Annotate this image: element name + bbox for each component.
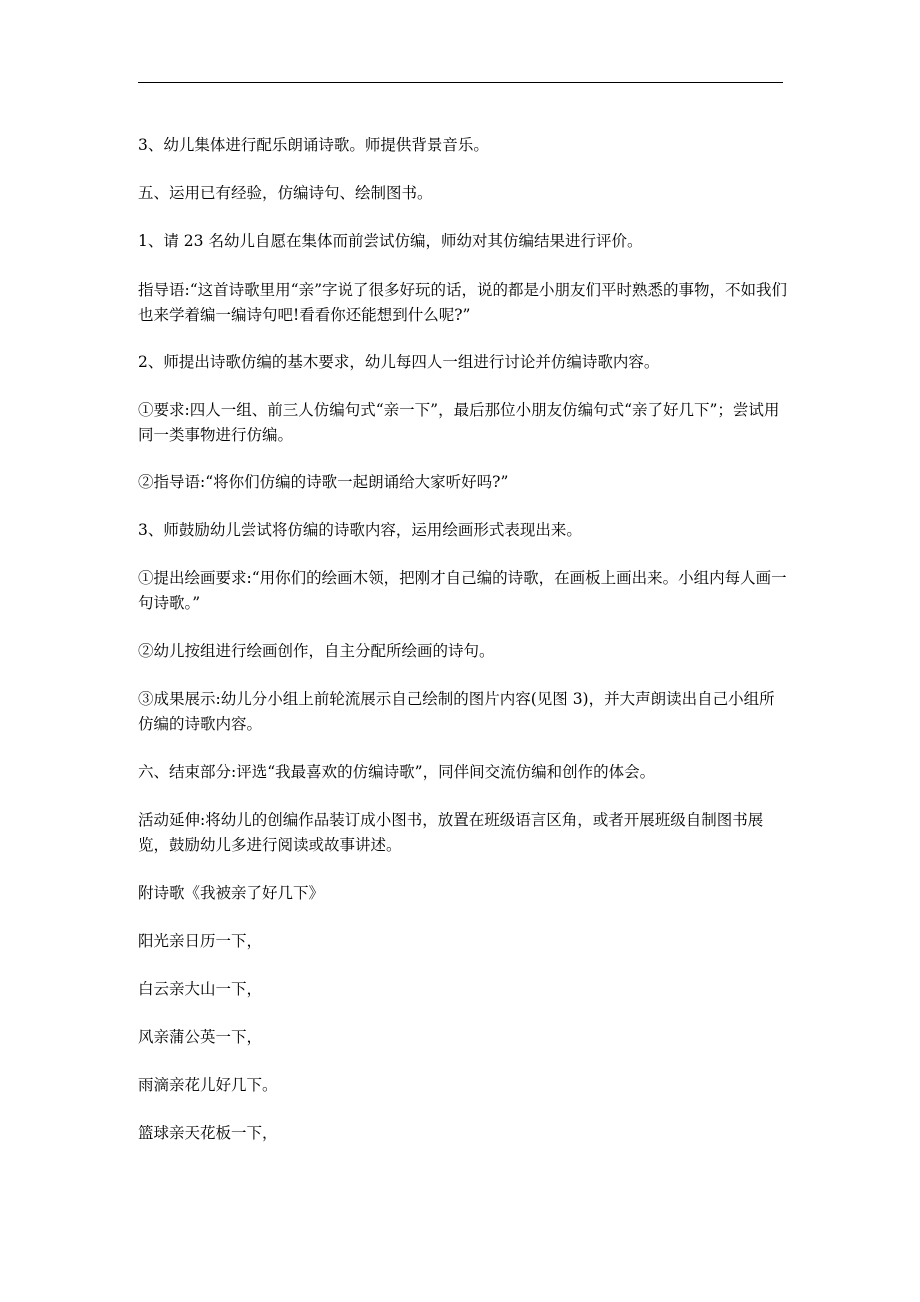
document-body	[138, 133, 788, 1146]
paragraph: 1、请 23 名幼儿自愿在集体而前尝试仿编，师幼对其仿编结果进行评价。	[138, 232, 643, 250]
poem-line: 篮球亲天花板一下，	[138, 1124, 278, 1142]
poem-line: 白云亲大山一下，	[138, 980, 263, 998]
paragraph: ②指导语:“将你们仿编的诗歌一起朗诵给大家听好吗?”	[138, 473, 509, 491]
paragraph: 指导语:“这首诗歌里用“亲”字说了很多好玩的话，说的都是小朋友们平时熟悉的事物，不如我们也来学着编一编诗句吧!看看你还能想到什么呢?”	[138, 281, 787, 324]
section-heading: 六、结束部分:评选“我最喜欢的仿编诗歌”，同伴间交流仿编和创作的体会。	[138, 763, 656, 781]
paragraph: ①要求:四人一组、前三人仿编句式“亲一下”，最后那位小朋友仿编句式“亲了好几下”；尝试用同一类事物进行仿编。	[138, 401, 780, 444]
poem-line: 雨滴亲花儿好几下。	[138, 1076, 278, 1094]
section-heading: 五、运用已有经验，仿编诗句、绘制图书。	[138, 184, 433, 202]
poem-title: 附诗歌《我被亲了好几下》	[138, 884, 325, 902]
paragraph: 3、师鼓励幼儿尝试将仿编的诗歌内容，运用绘画形式表现出来。	[138, 521, 582, 539]
header-rule	[138, 82, 783, 83]
paragraph: ③成果展示:幼儿分小组上前轮流展示自己绘制的图片内容(见图 3)，并大声朗读出自己小组所仿编的诗歌内容。	[138, 690, 775, 733]
poem-line: 风亲蒲公英一下，	[138, 1028, 263, 1046]
paragraph: 3、幼儿集体进行配乐朗诵诗歌。师提供背景音乐。	[138, 136, 489, 154]
paragraph: 活动延伸:将幼儿的创编作品装订成小图书，放置在班级语言区角，或者开展班级自制图书展览，鼓励幼儿多进行阅读或故事讲述。	[138, 811, 764, 854]
paragraph: ①提出绘画要求:“用你们的绘画木领，把刚才自己编的诗歌，在画板上画出来。小组内每人画一句诗歌。”	[138, 569, 787, 612]
poem-line: 阳光亲日历一下，	[138, 932, 263, 950]
paragraph: 2、师提出诗歌仿编的基木要求，幼儿每四人一组进行讨论并仿编诗歌内容。	[138, 353, 660, 371]
paragraph: ②幼儿按组进行绘画创作，自主分配所绘画的诗句。	[138, 642, 495, 660]
